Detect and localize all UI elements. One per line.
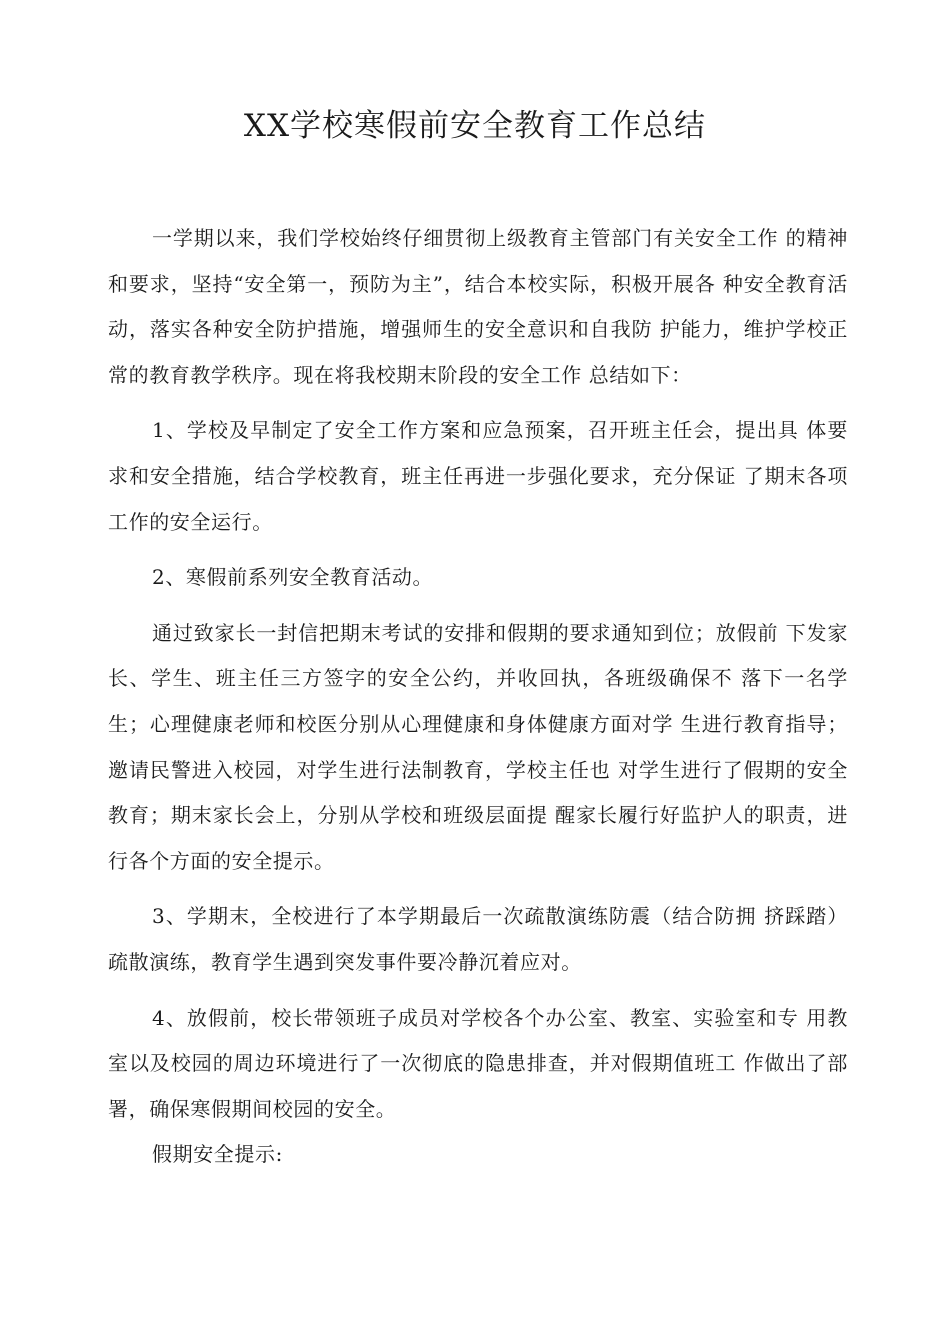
document-title: XX学校寒假前安全教育工作总结 [243,108,707,144]
paragraph-item-2: 2、寒假前系列安全教育活动。 [152,565,434,590]
paragraph-item-3: 3、学期末，全校进行了本学期最后一次疏散演练防震（结合防拥 挤踩踏）疏散演练，教育学生遇到突发事件要冷静沉着应对。 [108,904,848,974]
document-body [108,216,848,1178]
paragraph-item-2-detail: 通过致家长一封信把期末考试的安排和假期的要求通知到位；放假前 下发家长、学生、班主任三方签字的安全公约，并收回执，各班级确保不 落下一名学生；心理健康老师和校医分别从心理健康和身体健康方面对学 生进行教育指导；邀请民警进入校园，对学生进行法制教育，学校主任也 对学生进行了假期的安全教育；期末家长会上，分别从学校和班级层面提 醒家长履行好监护人的职责，进行各个方面的安全提示。 [108,620,848,873]
paragraph-item-4: 4、放假前，校长带领班子成员对学校各个办公室、教室、实验室和专 用教室以及校园的周边环境进行了一次彻底的隐患排查，并对假期值班工 作做出了部署，确保寒假期间校园的安全。 [108,1005,848,1121]
paragraph-holiday-tips-heading: 假期安全提示: [152,1142,283,1167]
paragraph-intro: 一学期以来，我们学校始终仔细贯彻上级教育主管部门有关安全工作 的精神和要求，坚持“安全第一，预防为主”，结合本校实际，积极开展各 种安全教育活动，落实各种安全防护措施，增强师生的安全意识和自我防 护能力，维护学校正常的教育教学秩序。现在将我校期末阶段的安全工作 总结如下： [108,226,848,387]
paragraph-item-1: 1、学校及早制定了安全工作方案和应急预案，召开班主任会，提出具 体要求和安全措施，结合学校教育，班主任再进一步强化要求，充分保证 了期末各项工作的安全运行。 [108,418,848,534]
